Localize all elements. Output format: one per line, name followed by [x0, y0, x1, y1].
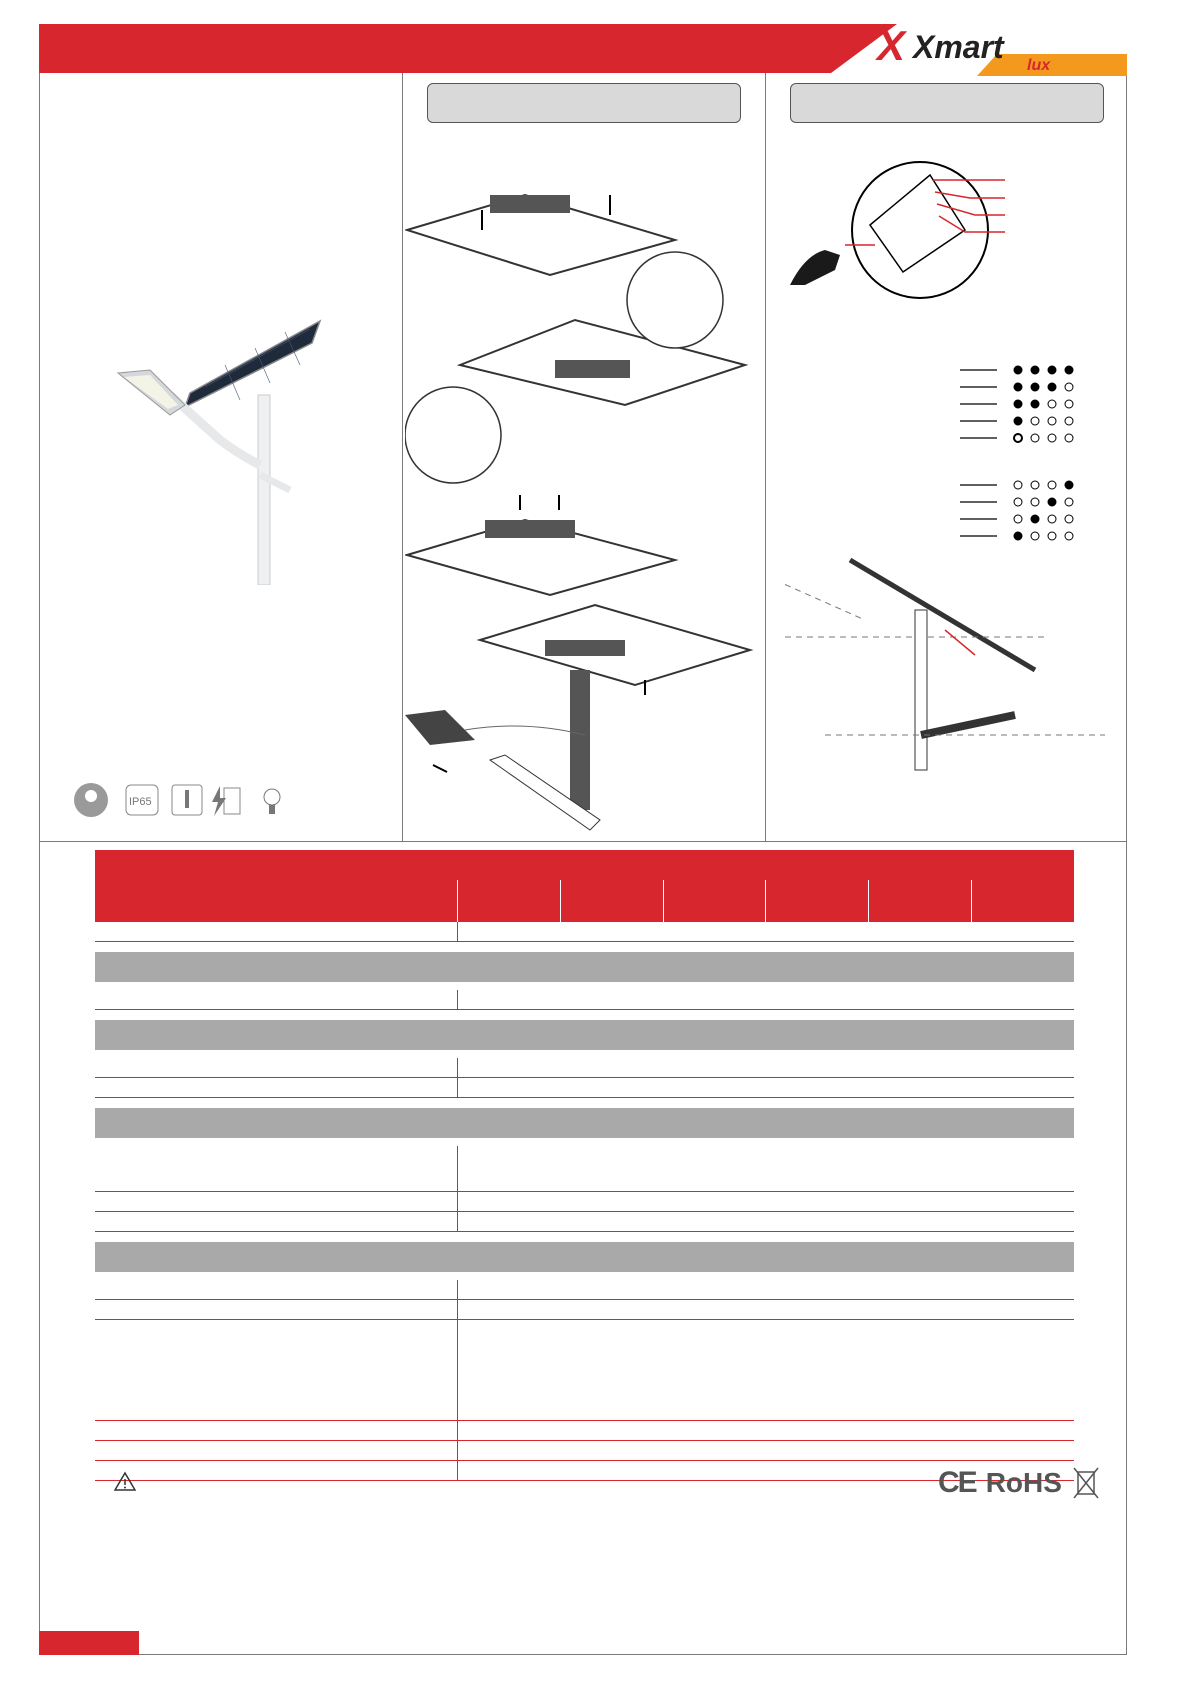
- led-on: [1065, 481, 1073, 489]
- warning-icon: [114, 1471, 136, 1496]
- led-on: [1014, 366, 1022, 374]
- led-off: [1048, 434, 1056, 442]
- table-column-divider: [457, 1461, 458, 1480]
- table-row: [95, 1212, 1074, 1232]
- led-off: [1014, 434, 1022, 442]
- led-off: [1065, 515, 1073, 523]
- led-on: [1014, 383, 1022, 391]
- led-on: [1031, 400, 1039, 408]
- led-off: [1065, 434, 1073, 442]
- table-header: [95, 850, 1074, 922]
- table-column-divider: [457, 1441, 458, 1460]
- table-row: [95, 1461, 1074, 1481]
- feature-icons: [72, 780, 302, 820]
- solar-power-icon: [74, 783, 108, 817]
- table-column-divider: [457, 1212, 458, 1231]
- led-off: [1031, 434, 1039, 442]
- led-off: [1065, 400, 1073, 408]
- table-row: [95, 990, 1074, 1010]
- installation-panel-title: [427, 83, 741, 123]
- ip-rating-icon: [126, 785, 158, 815]
- table-column-divider: [457, 1421, 458, 1440]
- detail-zoom-circle: [405, 387, 501, 483]
- led-off: [1031, 532, 1039, 540]
- led-on: [1014, 532, 1022, 540]
- table-row: [95, 1058, 1074, 1078]
- installation-steps-diagram: [405, 150, 763, 840]
- led-indicator-group-b: [960, 485, 997, 536]
- table-section-header: [95, 952, 1074, 982]
- table-row: [95, 1146, 1074, 1192]
- table-column-divider: [457, 1320, 458, 1420]
- led-on: [1065, 366, 1073, 374]
- table-row: [95, 1280, 1074, 1300]
- led-off: [1048, 532, 1056, 540]
- led-on: [1014, 417, 1022, 425]
- column-divider: [402, 73, 403, 841]
- table-column-divider: [457, 1280, 458, 1299]
- logo-sub: lux: [1027, 57, 1051, 74]
- led-off: [1014, 481, 1022, 489]
- section-divider: [39, 841, 1127, 842]
- table-row: [95, 1192, 1074, 1212]
- street-light-illustration: [110, 315, 330, 585]
- led-off: [1048, 515, 1056, 523]
- led-on: [1031, 366, 1039, 374]
- logo-x-letter: X: [877, 24, 906, 69]
- table-column-divider: [457, 1146, 458, 1191]
- table-row: [95, 1300, 1074, 1320]
- led-off: [1048, 481, 1056, 489]
- logo-wordmark: Xmart: [913, 29, 1004, 65]
- led-off: [1065, 417, 1073, 425]
- table-column-divider: [457, 1078, 458, 1097]
- led-off: [1065, 532, 1073, 540]
- battery-charge-icon: [212, 786, 240, 816]
- table-row: [95, 1320, 1074, 1421]
- weee-bin-icon: [1072, 1466, 1100, 1500]
- led-indicator-group-a: [960, 370, 997, 438]
- ce-mark: CE: [938, 1466, 976, 1499]
- table-column-divider: [457, 990, 458, 1009]
- led-on: [1031, 515, 1039, 523]
- table-column-divider: [457, 1192, 458, 1211]
- led-off: [1014, 515, 1022, 523]
- led-on: [1048, 366, 1056, 374]
- led-off: [1014, 498, 1022, 506]
- led-off: [1065, 383, 1073, 391]
- led-off: [1065, 498, 1073, 506]
- brand-logo: [827, 24, 1127, 76]
- remote-panel-title: [790, 83, 1104, 123]
- led-off: [1048, 400, 1056, 408]
- light-sensor-icon: [264, 789, 280, 814]
- led-off: [1031, 417, 1039, 425]
- table-row: [95, 1421, 1074, 1441]
- table-column-divider: [457, 922, 458, 941]
- led-on: [1048, 498, 1056, 506]
- table-row: [95, 1441, 1074, 1461]
- temperature-icon: [172, 785, 202, 815]
- led-on: [1048, 383, 1056, 391]
- led-off: [1048, 417, 1056, 425]
- table-row: [95, 1078, 1074, 1098]
- rohs-mark: RoHS: [985, 1467, 1062, 1498]
- table-column-divider: [457, 1300, 458, 1319]
- led-on: [1031, 383, 1039, 391]
- column-divider: [765, 73, 766, 841]
- remote-control-diagram: [785, 160, 1115, 790]
- table-section-header: [95, 1242, 1074, 1272]
- svg-text:IP65: IP65: [129, 796, 152, 808]
- table-row: [95, 922, 1074, 942]
- detail-zoom-circle: [627, 252, 723, 348]
- led-off: [1031, 498, 1039, 506]
- table-column-divider: [457, 1058, 458, 1077]
- led-on: [1014, 400, 1022, 408]
- specification-table: [95, 850, 1074, 1481]
- table-section-header: [95, 1020, 1074, 1050]
- led-off: [1031, 481, 1039, 489]
- page-tab: [39, 1631, 139, 1655]
- certification-marks: [938, 1466, 1100, 1500]
- table-section-header: [95, 1108, 1074, 1138]
